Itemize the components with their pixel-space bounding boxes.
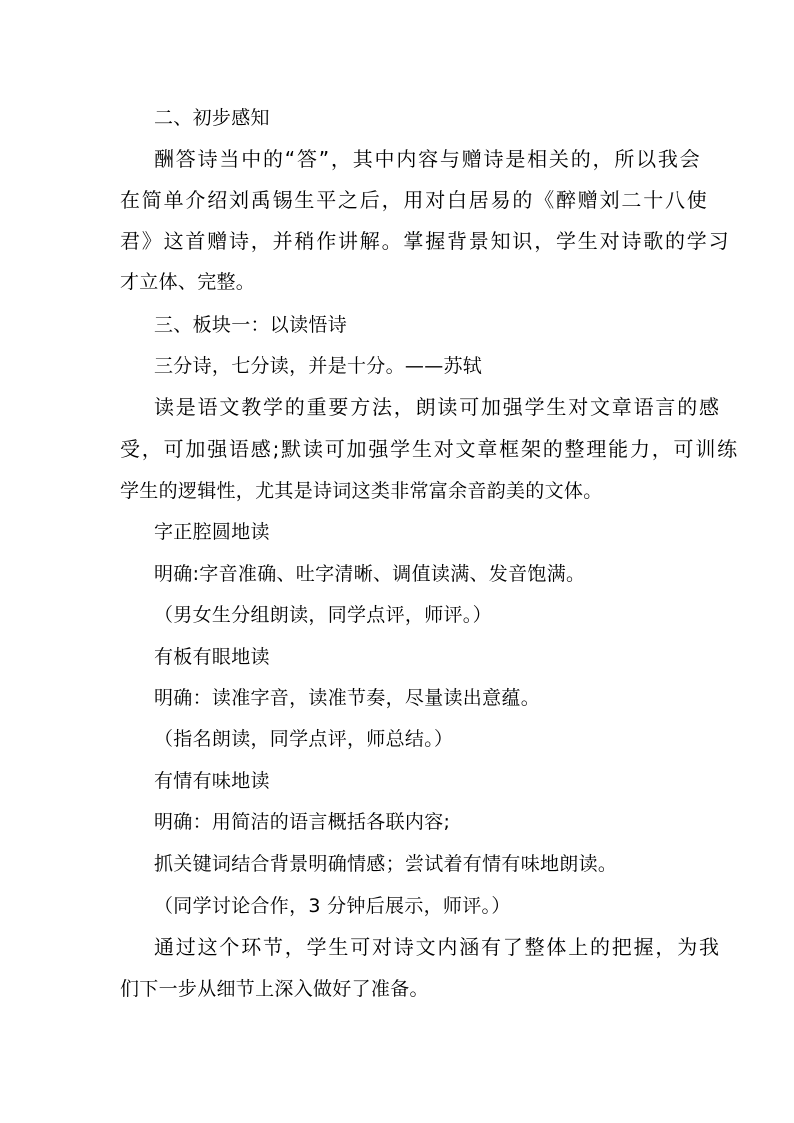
paragraph-line: 明确:字音准确、吐字清晰、调值读满、发音饱满。 — [154, 563, 586, 585]
note-line: （同学讨论合作，3 分钟后展示，师评。） — [154, 895, 511, 917]
section-heading-block-one: 三、板块一：以读悟诗 — [154, 314, 348, 336]
subheading-line: 字正腔圆地读 — [154, 521, 270, 543]
paragraph-line: 明确：用简洁的语言概括各联内容; — [154, 811, 451, 833]
paragraph-line: 抓关键词结合背景明确情感；尝试着有情有味地朗读。 — [154, 853, 618, 875]
paragraph-line: 君》这首赠诗，并稍作讲解。掌握背景知识，学生对诗歌的学习 — [120, 229, 731, 253]
paragraph-line: 明确：读准字音，读准节奏，尽量读出意蕴。 — [154, 687, 541, 709]
note-line: （指名朗读，同学点评，师总结。） — [154, 728, 454, 750]
paragraph-line: 才立体、完整。 — [120, 271, 256, 293]
section-heading-initial-perception: 二、初步感知 — [154, 107, 270, 129]
paragraph-line: 学生的逻辑性，尤其是诗词这类非常富余音韵美的文体。 — [120, 480, 603, 502]
paragraph-line: 们下一步从细节上深入做好了准备。 — [120, 978, 429, 1000]
paragraph-line: 在简单介绍刘禹锡生平之后，用对白居易的《醉赠刘二十八使 — [120, 188, 709, 212]
paragraph-line: 受，可加强语感;默读可加强学生对文章框架的整理能力，可训练 — [120, 437, 739, 461]
paragraph-line: 酬答诗当中的“答”，其中内容与赠诗是相关的，所以我会 — [154, 147, 702, 171]
subheading-line: 有板有眼地读 — [154, 646, 270, 668]
subheading-line: 有情有味地读 — [154, 770, 270, 792]
paragraph-line: 读是语文教学的重要方法，朗读可加强学生对文章语言的感 — [154, 395, 721, 419]
paragraph-line: 通过这个环节，学生可对诗文内涵有了整体上的把握，为我 — [154, 935, 721, 959]
note-line: （男女生分组朗读，同学点评，师评。） — [154, 604, 492, 626]
quote-line: 三分诗，七分读，并是十分。——苏轼 — [154, 355, 483, 377]
